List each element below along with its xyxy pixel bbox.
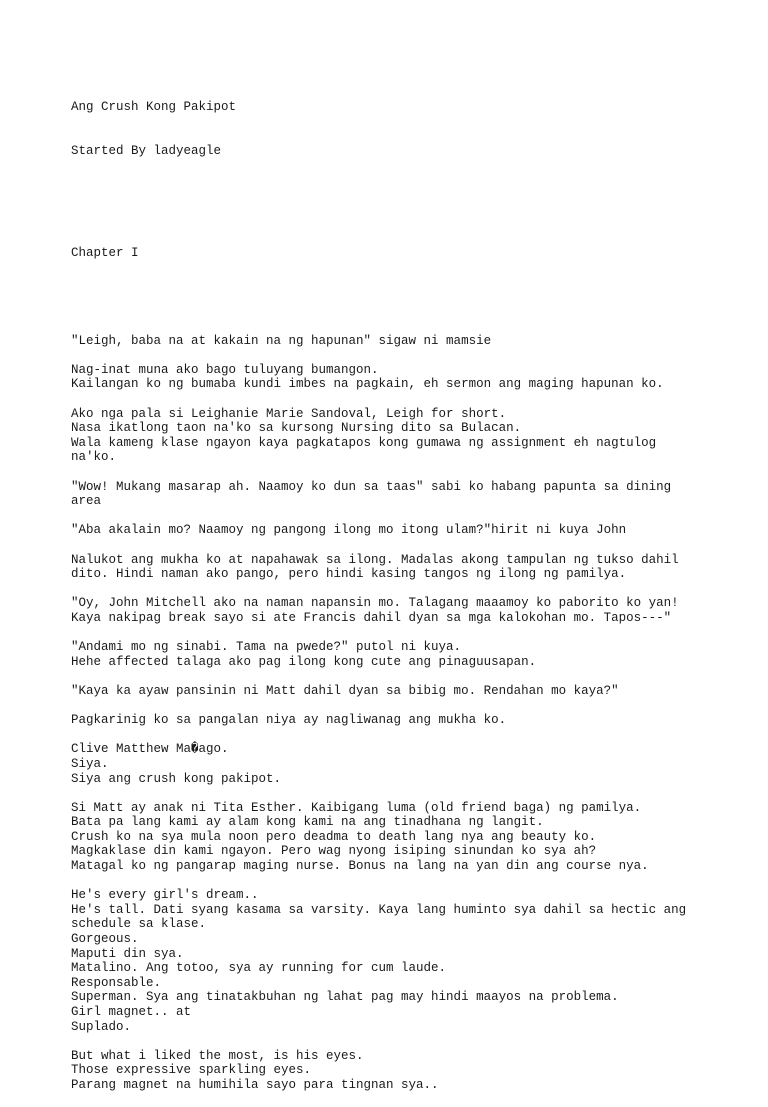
paragraph bbox=[71, 334, 731, 349]
text-line: Girl magnet.. at bbox=[71, 1005, 192, 1019]
text-line: Si Matt ay anak ni Tita Esther. Kaibigang luma (old friend baga) ng pamilya. bbox=[71, 800, 642, 815]
text-line: Siya. bbox=[71, 756, 109, 771]
text-line: na'ko. bbox=[71, 450, 117, 465]
text-line: Parang magnet na humihila sayo para tingnan sya.. bbox=[71, 1077, 439, 1092]
text-line: Pagkarinig ko sa pangalan niya ay nagliwanag ang mukha ko. bbox=[71, 713, 507, 728]
text-line: Clive Matthew Ma�ago. bbox=[71, 742, 229, 757]
document-page bbox=[71, 71, 731, 1107]
spacer bbox=[71, 728, 731, 743]
text-line: Wala kameng klase ngayon kaya pagkatapos kong gumawa ng assignment eh nagtulog bbox=[71, 435, 657, 450]
paragraph bbox=[71, 363, 731, 392]
text-line: He's tall. Dati syang kasama sa varsity. Kaya lang huminto sya dahil sa hectic ang bbox=[71, 902, 687, 917]
text-line: "Wow! Mukang masarap ah. Naamoy ko dun sa taas" sabi ko habang papunta sa dining bbox=[71, 479, 672, 494]
text-line: area bbox=[71, 494, 102, 509]
spacer bbox=[71, 538, 731, 553]
text-line: "Aba akalain mo? Naamoy ng pangong ilong mo itong ulam?"hirit ni kuya John bbox=[71, 523, 627, 538]
document-title: Ang Crush Kong Pakipot bbox=[71, 100, 237, 115]
text-line: But what i liked the most, is his eyes. bbox=[71, 1048, 364, 1063]
text-line: Matalino. Ang totoo, sya ay running for cum laude. bbox=[71, 961, 447, 976]
text-line: "Andami mo ng sinabi. Tama na pwede?" putol ni kuya. bbox=[71, 640, 462, 655]
text-line: Responsable. bbox=[71, 975, 162, 990]
paragraph bbox=[71, 596, 731, 625]
text-line: dito. Hindi naman ako pango, pero hindi kasing tangos ng ilong ng pamilya. bbox=[71, 567, 627, 582]
paragraph bbox=[71, 407, 731, 465]
spacer bbox=[71, 392, 731, 407]
paragraph bbox=[71, 801, 731, 874]
spacer bbox=[71, 348, 731, 363]
text-line: Siya ang crush kong pakipot. bbox=[71, 771, 282, 786]
text-line: "Leigh, baba na at kakain na ng hapunan" sigaw ni mamsie bbox=[71, 333, 492, 348]
text-line: "Kaya ka ayaw pansinin ni Matt dahil dyan sa bibig mo. Rendahan mo kaya?" bbox=[71, 683, 619, 698]
spacer bbox=[71, 188, 731, 217]
spacer bbox=[71, 290, 731, 305]
paragraph bbox=[71, 553, 731, 582]
text-line: "Oy, John Mitchell ako na naman napansin mo. Talagang maaamoy ko paborito ko yan! bbox=[71, 596, 679, 611]
text-line: Nag-inat muna ako bago tuluyang bumangon. bbox=[71, 362, 379, 377]
spacer bbox=[71, 582, 731, 597]
spacer bbox=[71, 669, 731, 684]
spacer bbox=[71, 874, 731, 889]
text-line: Superman. Sya ang tinatakbuhan ng lahat pag may hindi maayos na problema. bbox=[71, 990, 619, 1005]
spacer bbox=[71, 1034, 731, 1049]
text-line: Gorgeous. bbox=[71, 932, 139, 947]
text-line: Matagal ko ng pangarap maging nurse. Bonus na lang na yan din ang course nya. bbox=[71, 859, 649, 874]
spacer bbox=[71, 626, 731, 641]
paragraph bbox=[71, 640, 731, 669]
paragraph bbox=[71, 684, 731, 699]
spacer bbox=[71, 465, 731, 480]
paragraph bbox=[71, 1049, 731, 1093]
text-line: Magkaklase din kami ngayon. Pero wag nyong isiping sinundan ko sya ah? bbox=[71, 844, 597, 859]
author-line: Started By ladyeagle bbox=[71, 143, 222, 158]
text-line: Maputi din sya. bbox=[71, 946, 184, 961]
paragraph bbox=[71, 713, 731, 728]
text-line: He's every girl's dream.. bbox=[71, 888, 259, 903]
text-line: Kaya nakipag break sayo si ate Francis dahil dyan sa mga kalokohan mo. Tapos---" bbox=[71, 610, 672, 625]
text-line: Ako nga pala si Leighanie Marie Sandoval, Leigh for short. bbox=[71, 406, 507, 421]
spacer bbox=[71, 509, 731, 524]
spacer bbox=[71, 786, 731, 801]
text-line: Suplado. bbox=[71, 1019, 132, 1034]
text-line: Nalukot ang mukha ko at napahawak sa ilong. Madalas akong tampulan ng tukso dahil bbox=[71, 552, 679, 567]
text-line: Hehe affected talaga ako pag ilong kong cute ang pinaguusapan. bbox=[71, 654, 537, 669]
text-line: Nasa ikatlong taon na'ko sa kursong Nursing dito sa Bulacan. bbox=[71, 421, 522, 436]
text-line: Crush ko na sya mula noon pero deadma to death lang nya ang beauty ko. bbox=[71, 829, 597, 844]
text-line: schedule sa klase. bbox=[71, 917, 207, 932]
text-line: Bata pa lang kami ay alam kong kami na ang tinadhana ng langit. bbox=[71, 815, 544, 830]
body-text bbox=[71, 334, 731, 1093]
text-line: Those expressive sparkling eyes. bbox=[71, 1063, 312, 1078]
paragraph bbox=[71, 742, 731, 786]
paragraph bbox=[71, 888, 731, 1034]
paragraph bbox=[71, 480, 731, 509]
text-line: Kailangan ko ng bumaba kundi imbes na pagkain, eh sermon ang maging hapunan ko. bbox=[71, 377, 664, 392]
paragraph bbox=[71, 523, 731, 538]
spacer bbox=[71, 699, 731, 714]
chapter-heading: Chapter I bbox=[71, 246, 139, 261]
